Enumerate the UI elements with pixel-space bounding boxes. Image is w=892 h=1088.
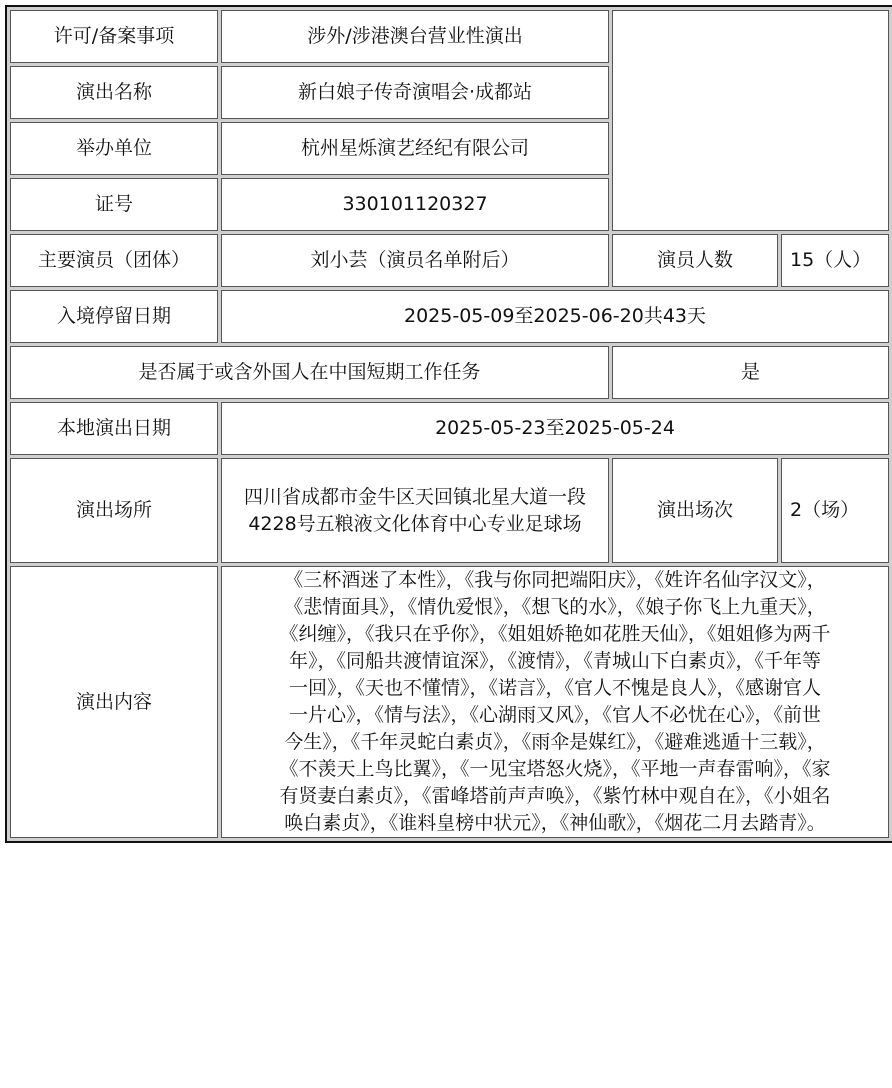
content-line: 今生》，《千年灵蛇白素贞》，《雨伞是媒红》，《避难逃遁十三载》， (284, 731, 826, 753)
content-line: 年》，《同船共渡情谊深》，《渡情》，《青城山下白素贞》，《千年等 (288, 650, 821, 672)
row-short-term (10, 346, 889, 399)
row-venue (10, 458, 889, 563)
main-performer-value: 刘小芸（演员名单附后） (221, 234, 609, 287)
content-line: 唤白素贞》，《谁料皇榜中状元》，《神仙歌》，《烟花二月去踏青》。 (284, 812, 826, 834)
content-label: 演出内容 (10, 566, 218, 838)
blank-cell (612, 10, 889, 231)
content-value (221, 566, 889, 838)
venue-line-1: 四川省成都市金牛区天回镇北星大道一段 (243, 485, 586, 508)
row-permit-type (10, 10, 889, 63)
content-line: 《纠缠》，《我只在乎你》，《姐姐娇艳如花胜天仙》，《姐姐修为两千 (279, 623, 831, 645)
show-name-label: 演出名称 (10, 66, 218, 119)
venue-line-2: 4228号五粮液文化体育中心专业足球场 (248, 512, 582, 535)
local-dates-value: 2025-05-23至2025-05-24 (221, 402, 889, 455)
row-main-performer (10, 234, 889, 287)
row-local-dates (10, 402, 889, 455)
entry-dates-value: 2025-05-09至2025-06-20共43天 (221, 290, 889, 343)
performer-count-value: 15（人） (781, 234, 889, 287)
venue-label: 演出场所 (10, 458, 218, 563)
row-entry-dates (10, 290, 889, 343)
organizer-value: 杭州星烁演艺经纪有限公司 (221, 122, 609, 175)
short-term-value: 是 (612, 346, 889, 399)
content-line: 《悲情面具》，《情仇爱恨》，《想飞的水》，《娘子你飞上九重天》， (284, 596, 826, 618)
sessions-label: 演出场次 (612, 458, 778, 563)
entry-dates-label: 入境停留日期 (10, 290, 218, 343)
permit-type-label: 许可/备案事项 (10, 10, 218, 63)
content-line: 一片心》，《情与法》，《心湖雨又风》，《官人不必忧在心》，《前世 (288, 704, 821, 726)
show-name-value: 新白娘子传奇演唱会·成都站 (221, 66, 609, 119)
content-line: 《不羡天上鸟比翼》，《一见宝塔怒火烧》，《平地一声春雷响》，《家 (279, 758, 831, 780)
permit-type-value: 涉外/涉港澳台营业性演出 (221, 10, 609, 63)
license-no-value: 330101120327 (221, 178, 609, 231)
content-line: 《三杯酒迷了本性》，《我与你同把端阳庆》，《姓许名仙字汉文》， (284, 569, 826, 591)
local-dates-label: 本地演出日期 (10, 402, 218, 455)
short-term-label: 是否属于或含外国人在中国短期工作任务 (10, 346, 609, 399)
content-line: 有贤妻白素贞》，《雷峰塔前声声唤》，《紫竹林中观自在》，《小姐名 (279, 785, 831, 807)
main-performer-label: 主要演员（团体） (10, 234, 218, 287)
venue-value (221, 458, 609, 563)
performer-count-label: 演员人数 (612, 234, 778, 287)
content-line: 一回》，《天也不懂情》，《诺言》，《官人不愧是良人》，《感谢官人 (288, 677, 821, 699)
sessions-value: 2（场） (781, 458, 889, 563)
row-content (10, 566, 889, 838)
permit-table (5, 5, 892, 843)
organizer-label: 举办单位 (10, 122, 218, 175)
license-no-label: 证号 (10, 178, 218, 231)
